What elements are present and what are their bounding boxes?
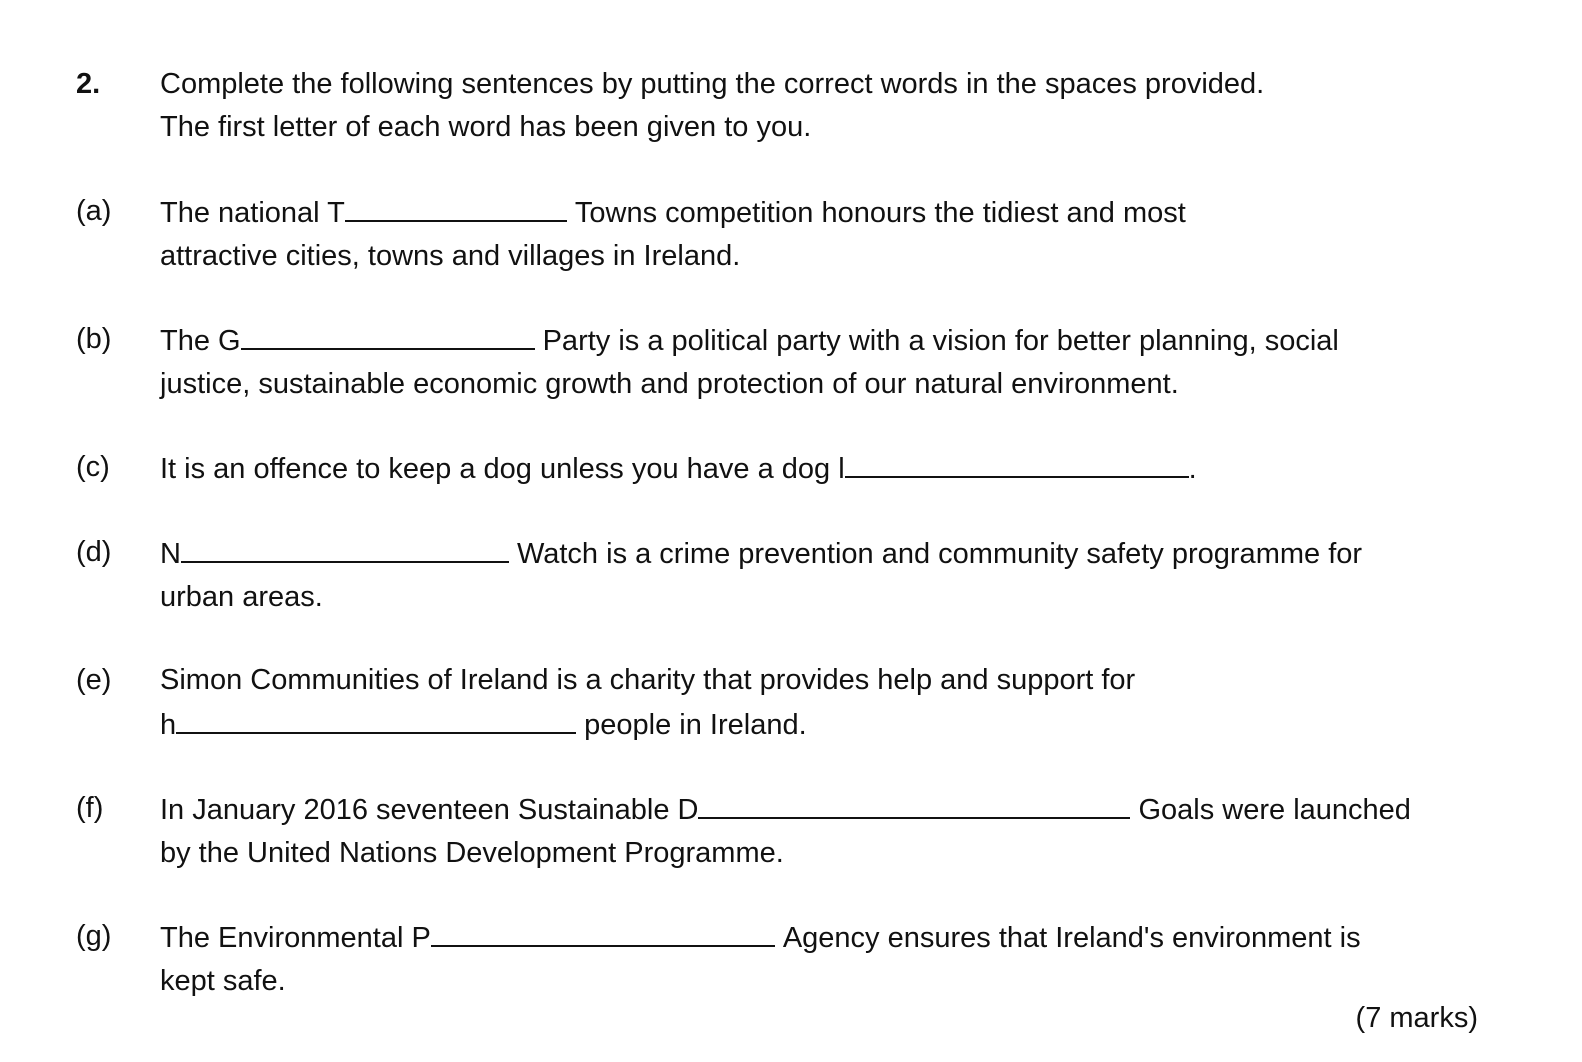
- item-e-suffix: people in Ireland.: [584, 709, 807, 741]
- item-a-line-2: attractive cities, towns and villages in Ireland.: [160, 240, 741, 272]
- item-a-suffix: Towns competition honours the tidiest and most: [574, 197, 1186, 229]
- item-e-text: [160, 659, 1560, 747]
- answer-blank-g[interactable]: [431, 915, 775, 947]
- item-f-suffix: Goals were launched: [1138, 794, 1411, 826]
- answer-blank-f[interactable]: [698, 787, 1130, 819]
- item-g-suffix: Agency ensures that Ireland's environment is: [782, 922, 1361, 954]
- instruction-line-1: Complete the following sentences by putting the correct words in the spaces provided.: [160, 68, 1265, 100]
- answer-blank-d[interactable]: [181, 531, 509, 563]
- item-b-label: (b): [76, 323, 112, 355]
- item-c-suffix: .: [1188, 453, 1197, 485]
- question-instruction: [160, 63, 1560, 149]
- item-g-label: (g): [76, 920, 112, 952]
- question-number: 2.: [76, 68, 101, 100]
- item-f-text: [160, 787, 1560, 875]
- item-a-text: [160, 190, 1560, 278]
- item-c-prefix: It is an offence to keep a dog unless you have a dog l: [160, 453, 845, 485]
- item-f-label: (f): [76, 792, 104, 824]
- answer-blank-b[interactable]: [241, 318, 535, 350]
- item-a-label: (a): [76, 195, 112, 227]
- item-e-line-1: Simon Communities of Ireland is a charity that provides help and support for: [160, 664, 1136, 696]
- item-d-prefix: N: [160, 538, 181, 570]
- item-g-text: [160, 915, 1560, 1003]
- item-g-prefix: The Environmental P: [160, 922, 431, 954]
- instruction-line-2: The first letter of each word has been given to you.: [160, 111, 812, 143]
- answer-blank-a[interactable]: [345, 190, 567, 222]
- item-b-prefix: The G: [160, 325, 241, 357]
- item-e-label: (e): [76, 664, 112, 696]
- answer-blank-c[interactable]: [845, 446, 1189, 478]
- item-f-line-2: by the United Nations Development Programme.: [160, 837, 784, 869]
- item-b-line-2: justice, sustainable economic growth and protection of our natural environment.: [160, 368, 1179, 400]
- item-e-prefix: h: [160, 709, 177, 741]
- item-d-text: [160, 531, 1560, 619]
- answer-blank-e[interactable]: [176, 702, 576, 734]
- item-g-line-2: kept safe.: [160, 965, 286, 997]
- item-f-prefix: In January 2016 seventeen Sustainable D: [160, 794, 699, 826]
- item-c-text: [160, 446, 1560, 491]
- marks-total: (7 marks): [1355, 1002, 1478, 1034]
- item-d-suffix: Watch is a crime prevention and community safety programme for: [516, 538, 1363, 570]
- item-d-line-2: urban areas.: [160, 581, 323, 613]
- item-b-text: [160, 318, 1560, 406]
- item-d-label: (d): [76, 536, 112, 568]
- item-c-label: (c): [76, 451, 110, 483]
- item-a-prefix: The national T: [160, 197, 345, 229]
- item-b-suffix: Party is a political party with a vision for better planning, social: [542, 325, 1339, 357]
